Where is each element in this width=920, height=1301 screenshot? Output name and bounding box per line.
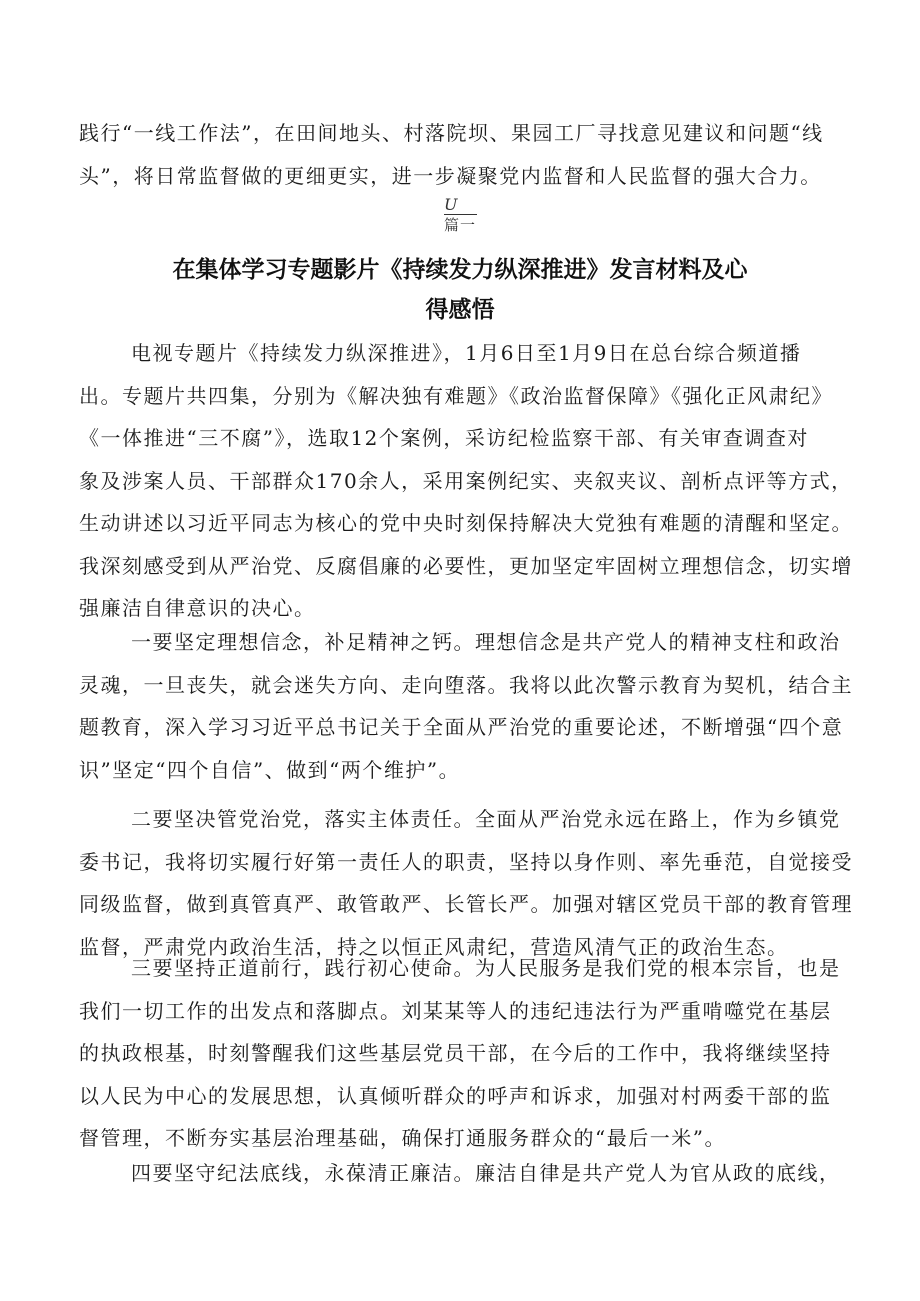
text-line: 识”坚定“四个自信”、做到“两个维护”。 [79, 757, 461, 782]
text-line: 监督，严肃党内政治生活，持之以恒正风肃纪，营造风清气正的政治生态。 [79, 934, 789, 959]
paragraph-intro [79, 332, 853, 630]
text-line: 我深刻感受到从严治党、反腐倡廉的必要性，更加坚定牢固树立理想信念，切实增 [79, 553, 853, 578]
title-line: 得感悟 [425, 297, 495, 323]
text-line: 委书记，我将切实履行好第一责任人的职责，坚持以身作则、率先垂范，自觉接受 [79, 849, 853, 874]
text-line: 我们一切工作的出发点和落脚点。刘某某等人的违纪违法行为严重啃噬党在基层 [79, 998, 832, 1023]
section-mark [444, 197, 488, 233]
page-title [0, 250, 920, 330]
text-line: 强廉洁自律意识的决心。 [79, 596, 316, 620]
text-line: 同级监督，做到真管真严、敢管敢严、长管长严。加强对辖区党员干部的教育管理 [79, 892, 853, 916]
text-line: 四要坚守纪法底线，永葆清正廉洁。廉洁自律是共产党人为官从政的底线， [131, 1161, 841, 1185]
paragraph-point-4 [79, 1152, 841, 1195]
text-line: 头”，将日常监督做的更细更实，进一步凝聚党内监督和人民监督的强大合力。 [79, 163, 822, 188]
text-line: 二要坚决管党治党，落实主体责任。全面从严治党永远在路上，作为乡镇党 [131, 807, 841, 831]
title-line: 在集体学习专题影片《持续发力纵深推进》发言材料及心 [172, 257, 748, 283]
paragraph-point-3 [79, 947, 841, 1160]
text-line: 生动讲述以习近平同志为核心的党中央时刻保持解决大党独有难题的清醒和坚定。 [79, 511, 853, 535]
text-line: 一要坚定理想信念，补足精神之钙。理想信念是共产党人的精神支柱和政治 [131, 630, 841, 654]
text-line: 题教育，深入学习习近平总书记关于全面从严治党的重要论述，不断增强“四个意 [79, 715, 844, 739]
text-line: 以人民为中心的发展思想，认真倾听群众的呼声和诉求，加强对村两委干部的监 [79, 1083, 832, 1108]
text-line: 灵魂，一旦丧失，就会迷失方向、走向堕落。我将以此次警示教育为契机，结合主 [79, 672, 853, 697]
text-line: 出。专题片共四集，分别为《解决独有难题》《政治监督保障》《强化正风肃纪》 [79, 383, 833, 408]
text-line: 践行“一线工作法”，在田间地头、村落院坝、果园工厂寻找意见建议和问题“线 [79, 121, 824, 145]
text-line: 督管理，不断夯实基层治理基础，确保打通服务群众的“最后一米”。 [79, 1126, 726, 1150]
text-line: 电视专题片《持续发力纵深推进》，1月6日至1月9日在总台综合频道播 [131, 341, 802, 365]
paragraph-point-2 [79, 798, 853, 968]
text-line: 《一体推进“三不腐”》，选取12个案例，采访纪检监察干部、有关审查调查对 [79, 426, 809, 450]
section-symbol: U [444, 195, 477, 215]
intro-paragraph [79, 112, 824, 197]
paragraph-point-1 [79, 621, 853, 791]
text-line: 的执政根基，时刻警醒我们这些基层党员干部，在今后的工作中，我将继续坚持 [79, 1041, 832, 1065]
text-line: 三要坚持正道前行，践行初心使命。为人民服务是我们党的根本宗旨，也是 [131, 956, 841, 980]
section-label: 篇一 [444, 216, 477, 234]
text-line: 象及涉案人员、干部群众170余人，采用案例纪实、夹叙夹议、剖析点评等方式， [79, 468, 853, 493]
